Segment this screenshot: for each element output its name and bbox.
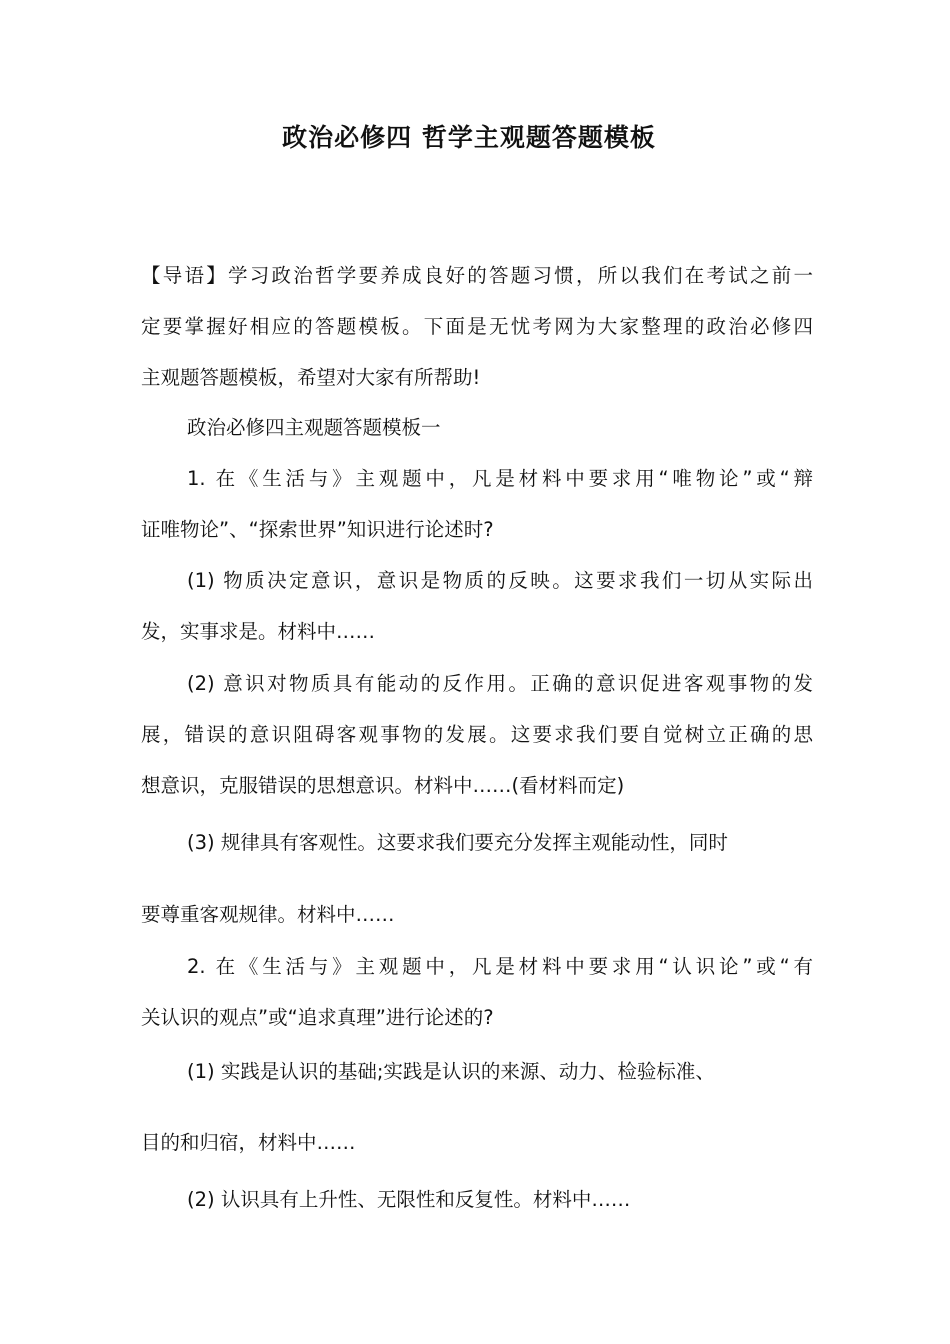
- question-1-line-2: 证唯物论”、“探索世界”知识进行论述时?: [141, 518, 494, 541]
- point-1-1-line-2: 发，实事求是。材料中……: [141, 620, 376, 643]
- intro-line-3: 主观题答题模板，希望对大家有所帮助!: [141, 366, 481, 389]
- point-1-3-line-1: (3) 规律具有客观性。这要求我们要充分发挥主观能动性，同时: [187, 831, 728, 854]
- point-2-1-line-2: 目的和归宿，材料中……: [141, 1131, 356, 1154]
- intro-line-2: 定要掌握好相应的答题模板。下面是无忧考网为大家整理的政治必修四: [141, 315, 813, 338]
- question-1-line-1: 1. 在《生活与》主观题中，凡是材料中要求用“唯物论”或“辩: [187, 467, 813, 490]
- point-1-1-line-1: (1) 物质决定意识，意识是物质的反映。这要求我们一切从实际出: [187, 569, 813, 592]
- intro-line-1: 【导语】学习政治哲学要养成良好的答题习惯，所以我们在考试之前一: [141, 264, 813, 287]
- point-1-2-line-2: 展，错误的意识阻碍客观事物的发展。这要求我们要自觉树立正确的思: [141, 723, 813, 746]
- section-heading: 政治必修四主观题答题模板一: [187, 416, 441, 439]
- point-1-2-line-1: (2) 意识对物质具有能动的反作用。正确的意识促进客观事物的发: [187, 672, 813, 695]
- page-title: 政治必修四 哲学主观题答题模板: [282, 123, 656, 152]
- question-2-line-1: 2. 在《生活与》主观题中，凡是材料中要求用“认识论”或“有: [187, 955, 813, 978]
- point-2-2-line-1: (2) 认识具有上升性、无限性和反复性。材料中……: [187, 1188, 631, 1211]
- point-1-2-line-3: 想意识，克服错误的思想意识。材料中……(看材料而定): [141, 774, 625, 797]
- point-1-3-line-2: 要尊重客观规律。材料中……: [141, 903, 395, 926]
- question-2-line-2: 关认识的观点”或“追求真理”进行论述的?: [141, 1006, 494, 1029]
- point-2-1-line-1: (1) 实践是认识的基础;实践是认识的来源、动力、检验标准、: [187, 1060, 715, 1083]
